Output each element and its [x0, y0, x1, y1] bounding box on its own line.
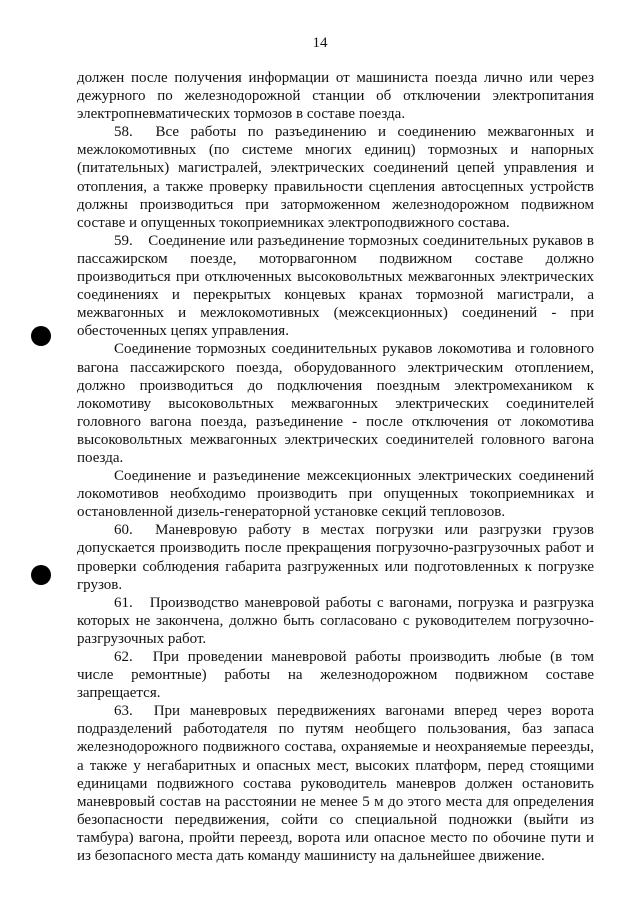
paragraph-number: 61. [114, 594, 133, 611]
paragraph-number: 63. [114, 703, 133, 720]
paragraph-text: При маневровых передвижениях вагонами вперед через ворота подразделений работодателя по путям необщего пользования, баз запаса железнодорожного подвижного состава, охраняемые и неохраняемые переезды, а также у негабаритных и опасных мест, высоких платформ, перед стоящими единицами подвижного состава руководитель маневров должен остановить маневровый состав на расстоянии не менее 5 м до этого места для определения безопасности передвижения, сойти со специальной подножки (выйти из тамбура) вагона, пройти переезд, ворота или опасное место по обочине пути и из безопасного места дать команду машинисту на дальнейшее движение. [77, 703, 595, 865]
document-body [77, 69, 594, 865]
paragraph-59-sections [77, 467, 594, 521]
paragraph-61 [77, 594, 594, 648]
paragraph-text: должен после получения информации от машиниста поезда лично или через дежурного по железнодорожной станции об отключении электропитания электропневматических тормозов в составе поезда. [77, 70, 594, 123]
paragraph-number: 58. [114, 124, 133, 141]
page-number: 14 [312, 35, 328, 51]
punch-hole [31, 326, 51, 346]
paragraph-number: 62. [114, 649, 133, 665]
paragraph-text: Соединение тормозных соединительных рукавов локомотива и головного вагона пассажирского поезда, оборудованного электрическим отоплением, должно производиться до подключения поездным электромехаником к локомотиву высоковольтных межвагонных электрических соединителей головного вагона поезда, разъединение - после отключения от локомотива высоковольтных межвагонных электрических соединителей головного вагона поезда. [77, 341, 594, 466]
paragraph-text: Соединение или разъединение тормозных соединительных рукавов в пассажирском поезде, моторвагонном подвижном составе должно производиться при отключенных высоковольтных межвагонных электрических соединениях и перекрытых концевых кранах тормозной магистрали, а межвагонных и межлокомотивных (межсекционных) соединений - при обесточенных цепях управления. [77, 232, 595, 340]
paragraph-59-locomotive [77, 340, 594, 467]
paragraph-number: 59. [114, 232, 133, 249]
punch-hole [31, 565, 51, 585]
paragraph-60 [77, 521, 594, 593]
paragraph-number: 60. [114, 522, 133, 539]
paragraph-63 [77, 702, 594, 865]
paragraph-58 [77, 123, 594, 232]
paragraph-text: Производство маневровой работы с вагонами, погрузка и разгрузка которых не закончена, должно быть согласовано с руководителем погрузочно-разгрузочных работ. [77, 594, 595, 647]
paragraph-text: Соединение и разъединение межсекционных электрических соединений локомотивов необходимо производить при опущенных токоприемниках и остановленной дизель-генераторной установке секций тепловозов. [77, 468, 594, 521]
paragraph-text: При проведении маневровой работы производить любые (в том числе ремонтные) работы на железнодорожном подвижном составе запрещается. [77, 649, 595, 702]
paragraph-text: Все работы по разъединению и соединению межвагонных и межлокомотивных (по системе многих единиц) тормозных и напорных (питательных) магистралей, электрических соединений цепей управления и отопления, а также проверку правильности сцепления автосцепных устройств должны производиться при заторможенном железнодорожном подвижном составе и опущенных токоприемниках электроподвижного состава. [77, 124, 594, 231]
paragraph-62 [77, 648, 594, 702]
paragraph-text: Маневровую работу в местах погрузки или разгрузки грузов допускается производить после прекращения погрузочно-разгрузочных работ и проверки соблюдения габарита разгруженных или подготовленных к погрузке грузов. [77, 522, 595, 593]
paragraph-continuation [77, 69, 594, 123]
paragraph-59 [77, 232, 594, 341]
